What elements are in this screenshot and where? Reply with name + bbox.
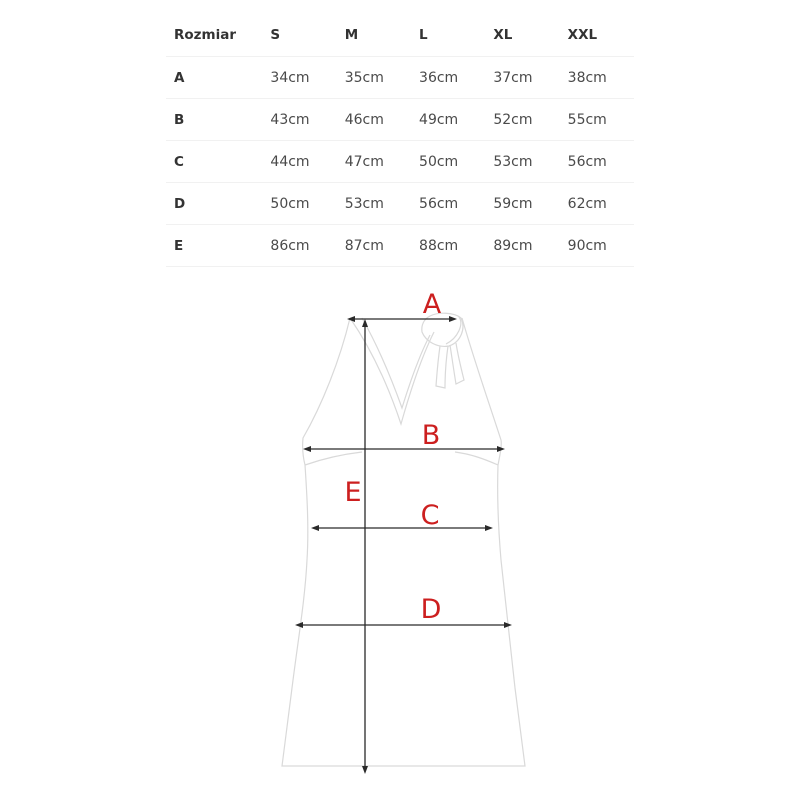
row-label: C [166, 141, 262, 183]
measure-a [347, 289, 457, 322]
dress-v-neckline [350, 318, 434, 424]
dress-armhole-left [305, 452, 362, 465]
table-cell: 59cm [485, 183, 559, 225]
measure-label-e: E [344, 477, 362, 508]
arrow-tip-a-right [449, 316, 457, 322]
table-cell: 56cm [411, 183, 485, 225]
measure-label-c: C [420, 500, 440, 531]
arrow-tip-e-bottom [362, 766, 368, 774]
table-cell: 50cm [411, 141, 485, 183]
arrow-tip-b-left [303, 446, 311, 452]
measure-d [295, 594, 512, 628]
table-cell: 37cm [485, 57, 559, 99]
dress-armhole-right [455, 452, 498, 465]
dress-silhouette [282, 318, 525, 766]
arrow-tip-d-left [295, 622, 303, 628]
arrow-tip-c-left [311, 525, 319, 531]
table-cell: 43cm [262, 99, 336, 141]
table-cell: 52cm [485, 99, 559, 141]
table-cell: 50cm [262, 183, 336, 225]
measure-label-b: B [421, 420, 441, 451]
header-size-l: L [411, 14, 485, 57]
table-cell: 87cm [337, 225, 411, 267]
dress-inner-neckline [362, 318, 430, 408]
header-size-label: Rozmiar [166, 14, 262, 57]
table-cell: 55cm [560, 99, 634, 141]
bow-tail-left [436, 346, 448, 388]
table-cell: 46cm [337, 99, 411, 141]
table-cell: 35cm [337, 57, 411, 99]
table-cell: 49cm [411, 99, 485, 141]
table-cell: 56cm [560, 141, 634, 183]
table-cell: 44cm [262, 141, 336, 183]
measure-c [311, 500, 493, 531]
table-cell: 36cm [411, 57, 485, 99]
arrow-tip-a-left [347, 316, 355, 322]
measure-b [303, 420, 505, 452]
table-cell: 34cm [262, 57, 336, 99]
row-label: D [166, 183, 262, 225]
table-cell: 86cm [262, 225, 336, 267]
header-size-s: S [262, 14, 336, 57]
table-cell: 88cm [411, 225, 485, 267]
row-label: A [166, 57, 262, 99]
measure-label-d: D [420, 594, 442, 625]
measure-e [344, 319, 368, 774]
arrow-tip-c-right [485, 525, 493, 531]
header-size-xl: XL [485, 14, 559, 57]
bow-tail-right [450, 343, 464, 384]
row-label: B [166, 99, 262, 141]
table-cell: 53cm [485, 141, 559, 183]
row-label: E [166, 225, 262, 267]
header-size-xxl: XXL [560, 14, 634, 57]
measure-label-a: A [422, 289, 442, 320]
table-cell: 47cm [337, 141, 411, 183]
table-cell: 89cm [485, 225, 559, 267]
table-cell: 90cm [560, 225, 634, 267]
dress-outline [282, 313, 525, 766]
table-cell: 53cm [337, 183, 411, 225]
header-size-m: M [337, 14, 411, 57]
table-cell: 38cm [560, 57, 634, 99]
table-cell: 62cm [560, 183, 634, 225]
